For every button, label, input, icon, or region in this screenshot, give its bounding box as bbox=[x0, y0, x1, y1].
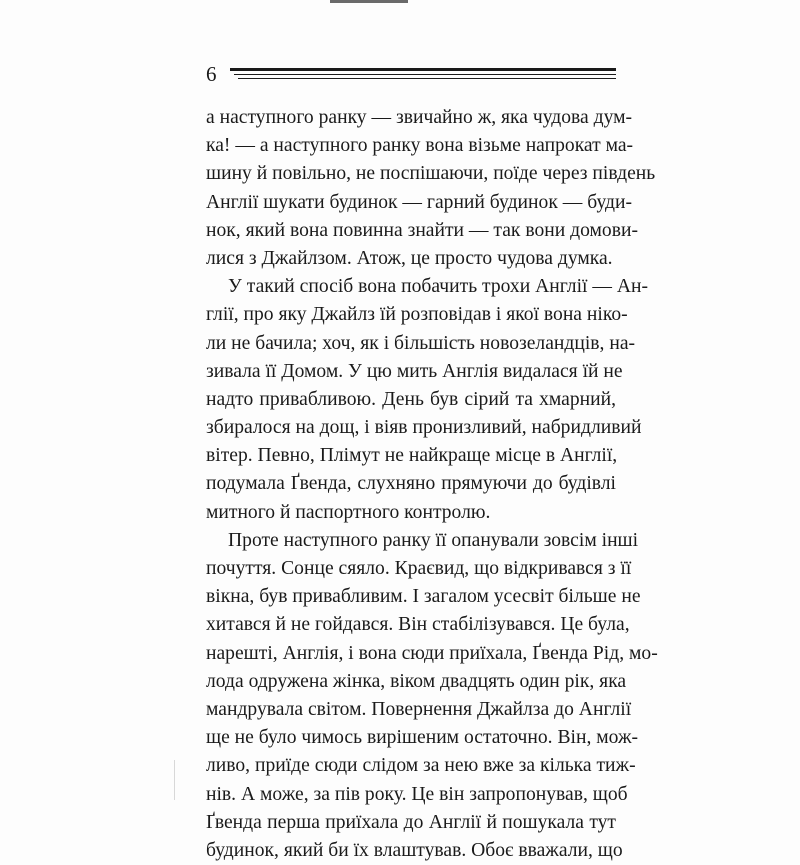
page-fold-line bbox=[174, 760, 175, 800]
text-line: а наступного ранку — звичайно ж, яка чудова дум- bbox=[206, 107, 633, 128]
text-line: Англії шукати будинок — гарний будинок — буди- bbox=[206, 191, 632, 213]
body-text bbox=[206, 104, 658, 865]
text-line: ка! — а наступного ранку вона візьме напрокат ма- bbox=[206, 135, 634, 157]
text-line: вікна, був привабливим. І загалом усесвіт більше не bbox=[206, 586, 641, 608]
text-line: ще не було чимось вирішеним остаточно. Він, мож- bbox=[206, 727, 639, 749]
text-line: Проте наступного ранку її опанували зовсім інші bbox=[228, 529, 639, 551]
page-number: 6 bbox=[206, 62, 217, 86]
page-header bbox=[206, 62, 616, 86]
text-line: надто привабливою. День був сірий та хмарний, bbox=[206, 388, 616, 410]
top-edge-mark bbox=[330, 0, 408, 3]
text-line: лися з Джайлзом. Атож, це просто чудова думка. bbox=[206, 247, 613, 269]
text-line: мандрувала світом. Повернення Джайлза до Англії bbox=[206, 698, 632, 720]
header-rule bbox=[230, 68, 616, 82]
text-line: збиралося на дощ, і віяв пронизливий, набридливий bbox=[206, 417, 642, 439]
text-line: подумала Ґвенда, слухняно прямуючи до будівлі bbox=[206, 473, 616, 495]
text-line: зивала її Домом. У цю мить Англія видалася їй не bbox=[206, 360, 623, 382]
text-line: митного й паспортного контролю. bbox=[206, 501, 491, 523]
text-line: нарешті, Англія, і вона сюди приїхала, Ґвенда Рід, мо- bbox=[206, 642, 658, 664]
text-line: вітер. Певно, Плімут не найкраще місце в Англії, bbox=[206, 445, 618, 467]
text-line: ливо, приїде сюди слідом за нею вже за кілька тиж- bbox=[206, 755, 636, 777]
text-line: почуття. Сонце сяяло. Краєвид, що відкривався з її bbox=[206, 558, 632, 579]
text-line: будинок, який би їх влаштував. Обоє вважали, що bbox=[206, 839, 623, 861]
text-line: ли не бачила; хоч, як і більшість новозеландців, на- bbox=[206, 332, 636, 354]
text-line: лода одружена жінка, віком двадцять один рік, яка bbox=[206, 670, 627, 692]
text-line: Ґвенда перша приїхала до Англії й пошукала тут bbox=[206, 811, 616, 833]
text-line: хитався й не гойдався. Він стабілізувався. Це була, bbox=[206, 614, 630, 636]
text-line: глії, про яку Джайлз їй розповідав і якої вона ніко- bbox=[206, 304, 628, 326]
text-line: нів. А може, за пів року. Це він запропонував, щоб bbox=[206, 783, 628, 805]
text-line: нок, який вона повинна знайти — так вони домови- bbox=[206, 219, 638, 241]
text-line: шину й повільно, не поспішаючи, поїде через південь bbox=[206, 163, 656, 185]
text-line: У такий спосіб вона побачить трохи Англії — Ан- bbox=[228, 276, 649, 298]
